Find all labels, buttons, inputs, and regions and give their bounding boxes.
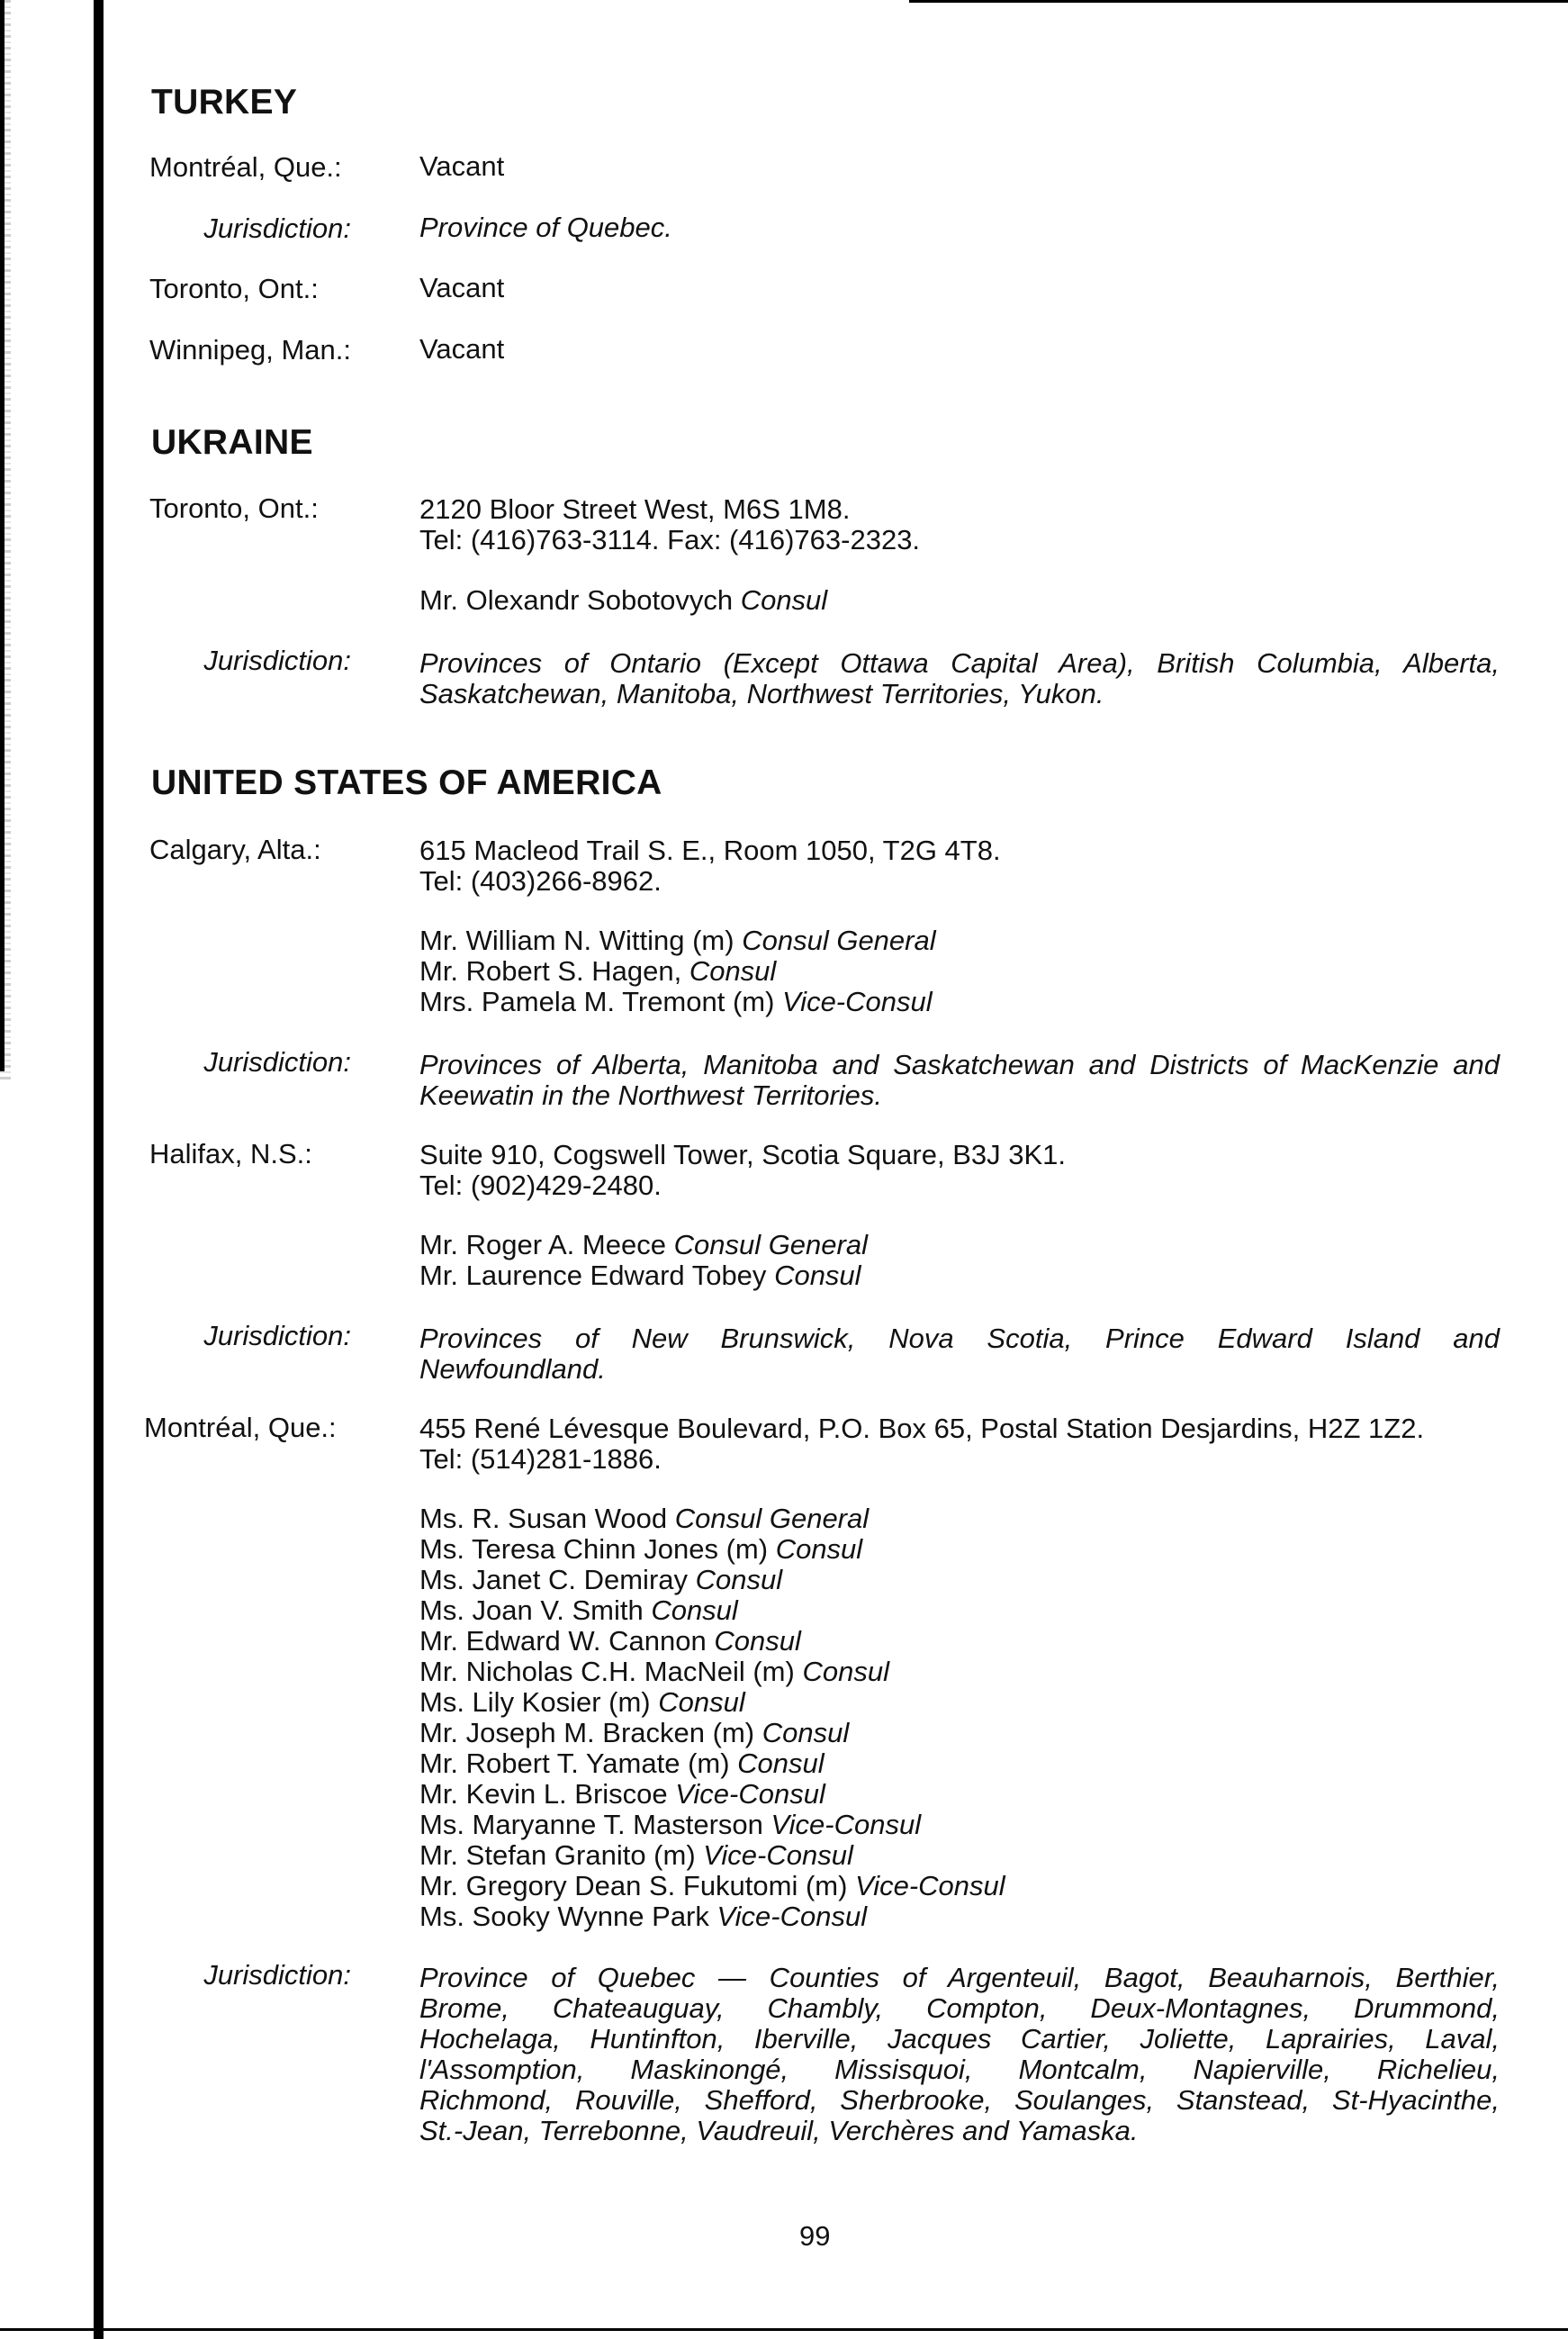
usa-montreal-label: Montréal, Que.: [144,1412,337,1443]
official-line [419,1687,1500,1718]
official-title: Vice-Consul [703,1839,853,1871]
jurisdiction-line: Provinces of Alberta, Manitoba and Saskatchewan and Districts of MacKenzie and [419,1049,1500,1080]
official-line [419,1810,1500,1840]
official-name: Mr. William N. Witting (m) [419,925,734,956]
turkey-toronto-value: Vacant [419,272,505,303]
official-title: Consul [761,1717,850,1748]
usa-montreal-jurisdiction-value [419,1963,1500,2146]
jurisdiction-line: Hochelaga, Huntinfton, Iberville, Jacques Cartier, Joliette, Laprairies, Laval, [419,2023,1500,2055]
official-title: Consul [802,1656,889,1687]
official-title: Consul [658,1686,745,1718]
official-name: Mr. Robert S. Hagen, [419,955,682,987]
official-line [419,926,1500,956]
jurisdiction-line: St.-Jean, Terrebonne, Vaudreuil, Verchères and Yamaska. [419,2115,1139,2146]
official-name: Mr. Joseph M. Bracken (m) [419,1717,755,1748]
official-name: Ms. Maryanne T. Masterson [419,1809,763,1840]
usa-montreal-tel: Tel: (514)281-1886. [419,1443,662,1475]
official-name: Ms. Teresa Chinn Jones (m) [419,1533,769,1565]
usa-calgary-officials [419,926,1500,1017]
official-line [419,1901,1500,1932]
official-line [419,1534,1500,1565]
usa-halifax-jurisdiction-value [419,1323,1500,1385]
usa-calgary-jurisdiction-value [419,1050,1500,1111]
official-line [419,1871,1500,1901]
official-title: Vice-Consul [716,1901,868,1932]
official-name: Mr. Olexandr Sobotovych [419,584,734,616]
usa-montreal-address: 455 René Lévesque Boulevard, P.O. Box 65, Postal Station Desjardins, H2Z 1Z2. [419,1413,1425,1444]
usa-halifax-address: Suite 910, Cogswell Tower, Scotia Square, B3J 3K1. [419,1139,1067,1170]
official-line [419,1840,1500,1871]
usa-calgary-address-block [419,835,1500,897]
official-line [419,585,1500,616]
usa-halifax-jurisdiction-label: Jurisdiction: [203,1320,351,1351]
turkey-winnipeg-label: Winnipeg, Man.: [149,334,351,366]
official-name: Mr. Robert T. Yamate (m) [419,1747,730,1779]
usa-montreal-jurisdiction-label: Jurisdiction: [203,1959,351,1991]
official-title: Consul [651,1594,738,1626]
usa-montreal-address-block [419,1413,1500,1475]
official-line [419,1260,1500,1291]
official-title: Vice-Consul [675,1778,825,1810]
official-name: Ms. Janet C. Demiray [419,1564,689,1595]
official-line [419,1718,1500,1748]
jurisdiction-line: Provinces of New Brunswick, Nova Scotia, Prince Edward Island and [419,1323,1500,1354]
jurisdiction-line: Richmond, Rouville, Shefford, Sherbrooke, Soulanges, Stanstead, St-Hyacinthe, [419,2084,1500,2116]
turkey-montreal-label: Montréal, Que.: [149,151,342,183]
official-line [419,1230,1500,1260]
official-name: Mr. Nicholas C.H. MacNeil (m) [419,1656,795,1687]
ukraine-address: 2120 Bloor Street West, M6S 1M8. [419,493,851,525]
usa-halifax-address-block [419,1140,1500,1201]
official-line [419,987,1500,1017]
usa-halifax-tel: Tel: (902)429-2480. [419,1170,662,1201]
official-title: Consul [775,1533,863,1565]
jurisdiction-line: Brome, Chateauguay, Chambly, Compton, Deux-Montagnes, Drummond, [419,1992,1500,2024]
jurisdiction-line: Province of Quebec — Counties of Argenteuil, Bagot, Beauharnois, Berthier, [419,1962,1500,1993]
turkey-montreal-value: Vacant [419,150,505,182]
ukraine-address-block [419,494,1500,555]
official-name: Mr. Roger A. Meece [419,1229,666,1260]
official-title: Vice-Consul [782,986,933,1017]
official-title: Vice-Consul [855,1870,1005,1901]
official-title: Consul [737,1747,825,1779]
section-title-ukraine: UKRAINE [151,423,313,462]
official-name: Mrs. Pamela M. Tremont (m) [419,986,775,1017]
usa-halifax-label: Halifax, N.S.: [149,1138,312,1170]
section-title-turkey: TURKEY [151,83,298,122]
official-title: Consul [774,1260,861,1291]
official-line [419,1626,1500,1657]
official-title: Consul [740,584,828,616]
official-name: Mr. Gregory Dean S. Fukutomi (m) [419,1870,848,1901]
official-line [419,1748,1500,1779]
official-line [419,1565,1500,1595]
ukraine-jurisdiction-label: Jurisdiction: [203,645,351,676]
official-title: Consul [714,1625,801,1657]
turkey-toronto-label: Toronto, Ont.: [149,273,319,304]
ukraine-jurisdiction-value [419,648,1500,709]
usa-calgary-label: Calgary, Alta.: [149,834,321,865]
official-line [419,1657,1500,1687]
page-number: 99 [799,2220,831,2252]
official-title: Vice-Consul [770,1809,922,1840]
usa-calgary-tel: Tel: (403)266-8962. [419,865,662,897]
turkey-jurisdiction-label: Jurisdiction: [203,212,351,244]
official-name: Ms. Sooky Wynne Park [419,1901,709,1932]
official-title: Consul [689,955,777,987]
jurisdiction-line: Provinces of Ontario (Except Ottawa Capital Area), British Columbia, Alberta, [419,647,1500,679]
official-title: Consul General [673,1229,868,1260]
jurisdiction-line: Keewatin in the Northwest Territories. [419,1079,883,1111]
official-name: Mr. Stefan Granito (m) [419,1839,696,1871]
official-line [419,1504,1500,1534]
usa-calgary-address: 615 Macleod Trail S. E., Room 1050, T2G 4T8. [419,835,1001,866]
official-title: Consul [695,1564,783,1595]
jurisdiction-line: Saskatchewan, Manitoba, Northwest Territories, Yukon. [419,678,1104,709]
official-name: Ms. R. Susan Wood [419,1503,668,1534]
ukraine-officials [419,585,1500,616]
official-name: Mr. Edward W. Cannon [419,1625,707,1657]
official-line [419,1595,1500,1626]
jurisdiction-line: Newfoundland. [419,1353,606,1385]
ukraine-toronto-label: Toronto, Ont.: [149,492,319,524]
official-name: Mr. Laurence Edward Tobey [419,1260,767,1291]
official-line [419,1779,1500,1810]
ukraine-tel: Tel: (416)763-3114. Fax: (416)763-2323. [419,524,921,555]
official-name: Ms. Joan V. Smith [419,1594,644,1626]
official-line [419,956,1500,987]
jurisdiction-line: l'Assomption, Maskinongé, Missisquoi, Montcalm, Napierville, Richelieu, [419,2054,1500,2085]
official-name: Mr. Kevin L. Briscoe [419,1778,668,1810]
turkey-winnipeg-value: Vacant [419,333,505,365]
usa-halifax-officials [419,1230,1500,1291]
official-name: Ms. Lily Kosier (m) [419,1686,651,1718]
official-title: Consul General [742,925,936,956]
official-title: Consul General [674,1503,870,1534]
section-title-usa: UNITED STATES OF AMERICA [151,763,662,802]
turkey-jurisdiction-value: Province of Quebec. [419,212,672,243]
usa-montreal-officials [419,1504,1500,1932]
usa-calgary-jurisdiction-label: Jurisdiction: [203,1046,351,1078]
